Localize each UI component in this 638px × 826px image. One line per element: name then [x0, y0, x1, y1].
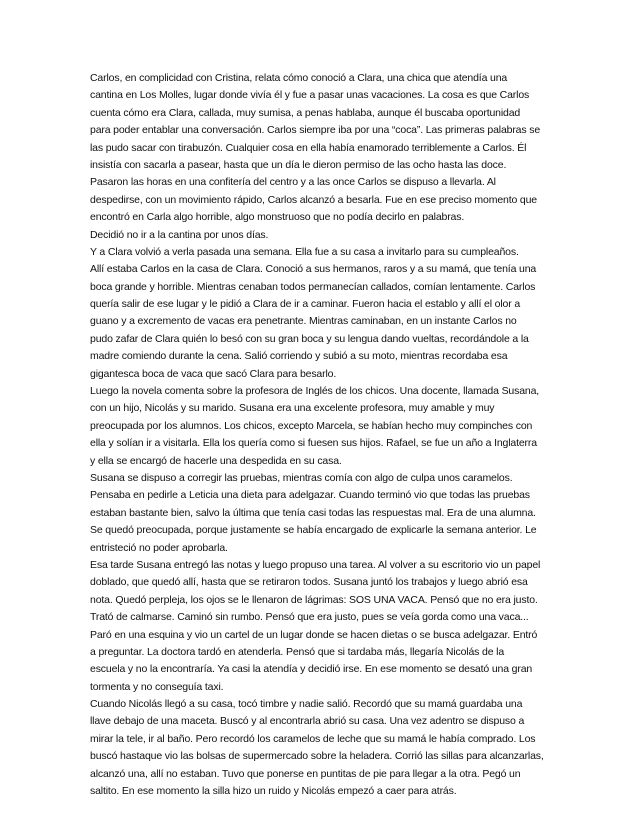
story-text [90, 70, 560, 800]
text-line: escuela y no la encontraría. Ya casi la atendía y decidió irse. En ese momento se desató una gran [90, 663, 533, 676]
text-line: doblado, que quedó allí, hasta que se retiraron todos. Susana juntó los trabajos y luego abrió esa [90, 576, 528, 589]
text-line: Carlos, en complicidad con Cristina, relata cómo conoció a Clara, una chica que atendía una [90, 72, 508, 84]
text-line: Susana se dispuso a corregir las pruebas, mientras comía con algo de culpa unos caramelos. [90, 471, 513, 484]
text-line: Paró en una esquina y vio un cartel de un lugar donde se hacen dietas o se busca adelgazar. Entró [90, 628, 538, 641]
text-line: despedirse, con un movimiento rápido, Carlos alcanzó a besarla. Fue en ese preciso momento que [90, 193, 537, 206]
text-line: Pensaba en pedirle a Leticia una dieta para adelgazar. Cuando terminó vio que todas las pruebas [90, 489, 530, 502]
text-line: ella y solían ir a visitarla. Ella los quería como si fuesen sus hijos. Rafael, se fue un año a Inglaterra [90, 437, 537, 450]
text-line: preocupada por los alumnos. Los chicos, excepto Marcela, se habían hecho muy compinches con [90, 419, 533, 432]
text-line: encontró en Carla algo horrible, algo monstruoso que no podía decirlo en palabras. [90, 211, 465, 224]
text-line: cuenta cómo era Clara, callada, muy sumisa, a penas hablaba, aunque él buscaba oportunidad [90, 106, 521, 119]
text-line: guano y a excremento de vacas era penetrante. Mientras caminaban, en un instante Carlos no [90, 315, 517, 328]
text-line: Y a Clara volvió a verla pasada una semana. Ella fue a su casa a invitarlo para su cumpleaños. [90, 245, 519, 258]
text-line: gigantesca boca de vaca que sacó Clara para besarlo. [90, 367, 337, 380]
text-line: estaban bastante bien, salvo la última que tenía casi todas las respuestas mal. Era de una alumna. [90, 506, 536, 519]
text-line: Cuando Nicolás llegó a su casa, tocó timbre y nadie salió. Recordó que su mamá guardaba una [90, 698, 523, 711]
text-line: para poder entablar una conversación. Carlos siempre iba por una “coca”. Las primeras palabras se [90, 124, 541, 137]
text-line: las pudo sacar con tirabuzón. Cualquier cosa en ella había enamorado terriblemente a Carlos. Él [90, 141, 527, 154]
text-line: llave debajo de una maceta. Buscó y al encontrarla abrió su casa. Una vez adentro se dispuso a [90, 715, 525, 728]
text-line: y ella se encargó de hacerle una despedida en su casa. [90, 454, 342, 467]
text-line: Esa tarde Susana entregó las notas y luego propuso una tarea. Al volver a su escritorio vio un papel [90, 558, 541, 571]
text-line: con un hijo, Nicolás y su marido. Susana era una excelente profesora, muy amable y muy [90, 402, 495, 415]
text-line: Luego la novela comenta sobre la profesora de Inglés de los chicos. Una docente, llamada Susana, [90, 385, 540, 398]
text-line: Decidió no ir a la cantina por unos días. [90, 228, 269, 241]
text-line: buscó hastaque vio las bolsas de supermercado sobre la heladera. Corrió las sillas para alcanzarlas, [90, 750, 544, 763]
text-line: alcanzó una, allí no estaban. Tuvo que ponerse en puntitas de pie para llegar a la otra. Pegó un [90, 767, 521, 780]
text-line: pudo zafar de Clara quién lo besó con su gran boca y su lengua dando vueltas, recordándole a la [90, 332, 529, 345]
text-line: Trató de calmarse. Caminó sin rumbo. Pensó que era justo, pues se veía gorda como una vaca... [90, 611, 529, 624]
text-line: quería salir de ese lugar y le pidió a Clara de ir a caminar. Fueron hacia el establo y allí el olor a [90, 298, 521, 311]
text-line: tormenta y no conseguía taxi. [90, 680, 224, 693]
text-line: a preguntar. La doctora tardó en atenderla. Pensó que si tardaba más, llegaría Nicolás de la [90, 645, 505, 658]
text-line: Allí estaba Carlos en la casa de Clara. Conoció a sus hermanos, raros y a su mamá, que tenía una [90, 263, 537, 276]
text-line: insistía con sacarla a pasear, hasta que un día le dieron permiso de las ocho hasta las doce. [90, 158, 507, 171]
text-line: nota. Quedó perpleja, los ojos se le llenaron de lágrimas: SOS UNA VACA. Pensó que no era justo. [90, 593, 538, 606]
text-line: saltito. En ese momento la silla hizo un ruido y Nicolás empezó a caer para atrás. [90, 785, 457, 798]
text-line: mirar la tele, ir al baño. Pero recordó los caramelos de leche que su mamá le había comprado. Los [90, 732, 536, 745]
text-line: madre comiendo durante la cena. Salió corriendo y subió a su moto, mientras recordaba esa [90, 350, 508, 363]
text-line: Pasaron las horas en una confitería del centro y a las once Carlos se dispuso a llevarla. Al [90, 176, 496, 189]
text-line: Se quedó preocupada, porque justamente se había encargado de explicarle la semana anterior. Le [90, 524, 537, 537]
text-line: entristeció no poder aprobarla. [90, 541, 228, 554]
text-line: cantina en Los Molles, lugar donde vivía él y fue a pasar unas vacaciones. La cosa es que Carlos [90, 89, 530, 102]
text-line: boca grande y horrible. Mientras cenaban todos permanecían callados, comían lentamente. Carlos [90, 280, 536, 293]
